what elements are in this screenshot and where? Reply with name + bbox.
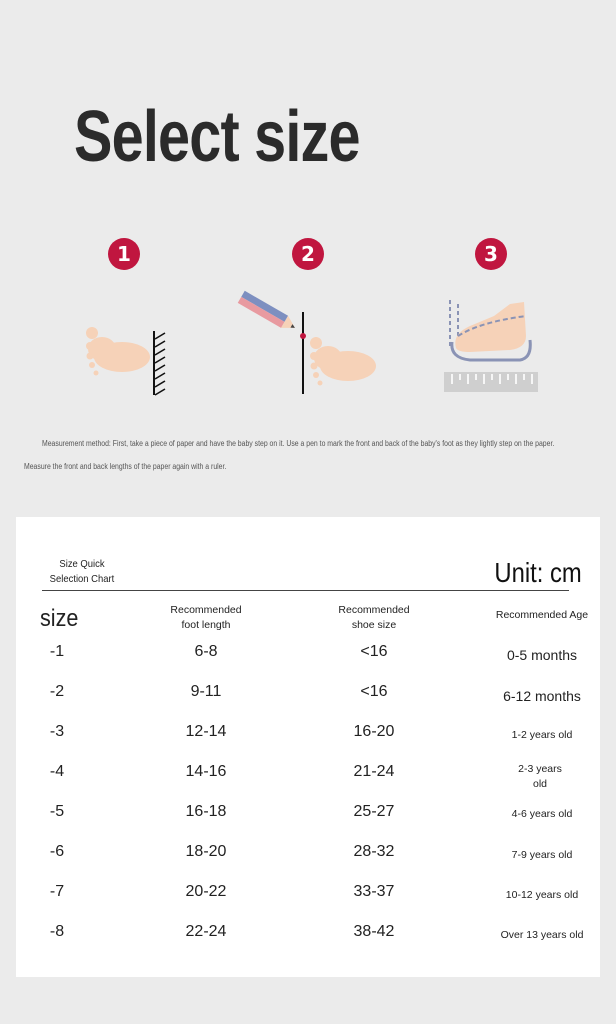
row7-foot: 20-22 — [185, 883, 227, 900]
row6-shoe: 28-32 — [353, 843, 395, 860]
header-divider — [42, 590, 569, 591]
row3-size: -3 — [49, 723, 65, 740]
row5-age: 4-6 years old — [511, 808, 573, 820]
size-chart-card — [16, 517, 600, 977]
row8-shoe: 38-42 — [353, 923, 395, 940]
row4-size: -4 — [49, 763, 65, 780]
row1-size: -1 — [49, 643, 65, 660]
row2-age: 6-12 months — [503, 688, 581, 704]
step-2-badge: 2 — [292, 238, 324, 270]
header-age: Recommended Age — [495, 609, 589, 621]
header-foot-length: Recommended foot length — [170, 604, 242, 631]
row5-shoe: 25-27 — [353, 803, 395, 820]
measurement-note-line1: Measurement method: First, take a piece of paper and have the baby step on it. Use a pen to mark the front and back of the baby's foot as they lightly step on the paper. — [42, 439, 555, 448]
step-3-badge: 3 — [475, 238, 507, 270]
row3-age: 1-2 years old — [511, 729, 573, 741]
page-title: Select size — [74, 97, 360, 177]
foot-against-wall-icon — [80, 325, 172, 397]
row1-foot: 6-8 — [194, 643, 218, 660]
header-size: size — [40, 605, 79, 632]
row8-foot: 22-24 — [185, 923, 227, 940]
row6-age: 7-9 years old — [511, 849, 573, 861]
row3-shoe: 16-20 — [353, 723, 395, 740]
row7-shoe: 33-37 — [353, 883, 395, 900]
pencil-marking-icon — [236, 290, 382, 398]
chart-title: Size Quick Selection Chart — [49, 558, 115, 585]
row2-foot: 9-11 — [190, 683, 222, 700]
row6-size: -6 — [49, 843, 65, 860]
row4-foot: 14-16 — [185, 763, 227, 780]
measurement-note-line2: Measure the front and back lengths of the paper again with a ruler. — [24, 462, 227, 471]
header-shoe-size: Recommended shoe size — [338, 604, 410, 631]
unit-label: Unit: cm — [494, 557, 582, 588]
row8-age: Over 13 years old — [500, 929, 584, 941]
foot-ruler-measure-icon — [440, 296, 544, 396]
step-1-badge: 1 — [108, 238, 140, 270]
row3-foot: 12-14 — [185, 723, 227, 740]
row2-shoe: <16 — [360, 683, 388, 700]
row1-shoe: <16 — [360, 643, 388, 660]
row7-size: -7 — [49, 883, 65, 900]
row2-size: -2 — [49, 683, 65, 700]
row8-size: -8 — [49, 923, 65, 940]
row4-shoe: 21-24 — [353, 763, 395, 780]
row4-age: 2-3 years old — [518, 763, 562, 790]
row5-size: -5 — [49, 803, 65, 820]
row7-age: 10-12 years old — [505, 889, 579, 901]
row6-foot: 18-20 — [185, 843, 227, 860]
row5-foot: 16-18 — [185, 803, 227, 820]
row1-age: 0-5 months — [506, 647, 578, 663]
